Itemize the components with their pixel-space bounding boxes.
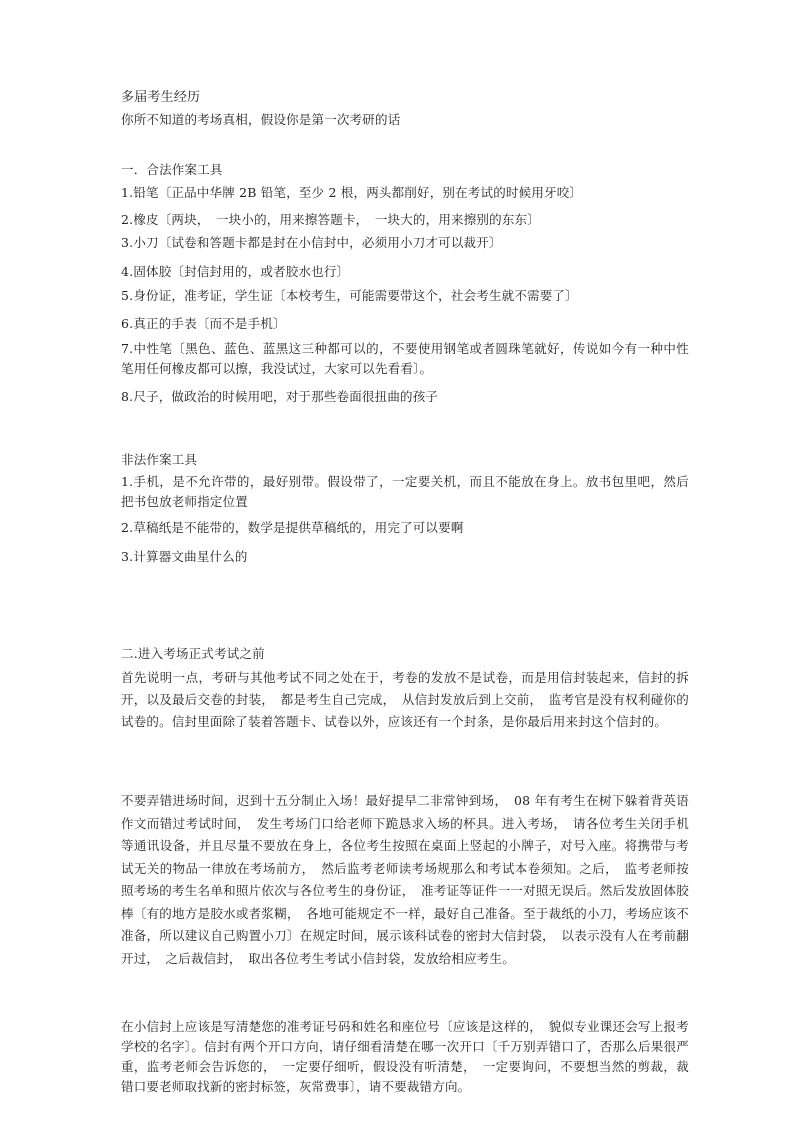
document-subtitle: 你所不知道的考场真相，假设你是第一次考研的话 xyxy=(121,112,401,127)
section2-heading: 二.进入考场正式考试之前 xyxy=(121,646,265,661)
legal-tool-item: 4.固体胶〔封信封用的，或者胶水也行〕 xyxy=(121,264,350,279)
section2-paragraph: 在小信封上应该是写清楚您的准考证号码和姓名和座位号〔应该是这样的， 貌似专业课还会写上报考学校的名字〕。信封有两个开口方向，请仔细看清楚在哪一次开口〔千万别弄错口了，否那么后果很严重，监考老师会告诉您的， 一定要仔细听，假设没有听清楚， 一定要询问，不要想当然的剪裁，裁错口要老师取找新的密封标签，灰常费事〕，请不要裁错方向。 xyxy=(121,1019,689,1094)
legal-tool-item: 3.小刀〔试卷和答题卡都是封在小信封中，必须用小刀才可以裁开〕 xyxy=(121,235,502,250)
legal-tool-item: 6.真正的手表〔而不是手机〕 xyxy=(121,316,286,331)
illegal-tool-item: 1.手机，是不允许带的，最好别带。假设带了，一定要关机，而且不能放在身上。放书包里吧，然后把书包放老师指定位置 xyxy=(121,474,689,509)
legal-tool-item: 2.橡皮〔两块， 一块小的，用来擦答题卡， 一块大的，用来擦别的东东〕 xyxy=(121,212,540,227)
document-title: 多届考生经历 xyxy=(121,90,201,105)
legal-tools-heading: 一．合法作案工具 xyxy=(121,162,223,177)
illegal-tools-heading: 非法作案工具 xyxy=(121,452,198,467)
section2-paragraph: 不要弄错进场时间，迟到十五分制止入场！最好提早二非常钟到场， 08 年有考生在树下躲着背英语作文而错过考试时间， 发生考场门口给老师下跪恳求入场的杯具。进入考场， 请各位考生关闭手机等通讯设备，并且尽量不要放在身上，各位考生按照在桌面上竖起的小牌子，对号入座。将携带与考试无关的物品一律放在考场前方， 然后监考老师读考场规那么和考试本卷须知。之后， 监考老师按照考场的考生名单和照片依次与各位考生的身份证， 准考证等证件一一对照无误后。然后发放固体胶棒〔有的地方是胶水或者浆糊， 各地可能规定不一样，最好自己准备。至于裁纸的小刀，考场应该不准备，所以建议自己购置小刀〕在规定时间，展示该科试卷的密封大信封袋， 以表示没有人在考前翻开过， 之后裁信封， 取出各位考生考试小信封袋，发放给相应考生。 xyxy=(121,793,689,966)
legal-tool-item: 8.尺子，做政治的时候用吧，对于那些卷面很扭曲的孩子 xyxy=(121,389,439,404)
illegal-tool-item: 3.计算器文曲星什么的 xyxy=(121,549,248,564)
section2-paragraph: 首先说明一点，考研与其他考试不同之处在于，考卷的发放不是试卷，而是用信封装起来，信封的拆开，以及最后交卷的封装， 都是考生自己完成， 从信封发放后到上交前， 监考官是没有权利碰你的试卷的。信封里面除了装着答题卡、试卷以外，应该还有一个封条，是你最后用来封这个信封的。 xyxy=(121,670,689,729)
legal-tool-item: 7.中性笔〔黑色、蓝色、蓝黑这三种都可以的，不要使用钢笔或者圆珠笔就好，传说如今有一种中性笔用任何橡皮都可以擦，我没试过，大家可以先看看〕。 xyxy=(121,341,689,376)
legal-tool-item: 1.铅笔〔正品中华牌 2B 铅笔，至少 2 根，两头都削好，别在考试的时候用牙咬〕 xyxy=(121,185,583,200)
illegal-tool-item: 2.草稿纸是不能带的，数学是提供草稿纸的，用完了可以要啊 xyxy=(121,520,464,535)
legal-tool-item: 5.身份证，准考证，学生证〔本校考生，可能需要带这个，社会考生就不需要了〕 xyxy=(121,288,578,303)
